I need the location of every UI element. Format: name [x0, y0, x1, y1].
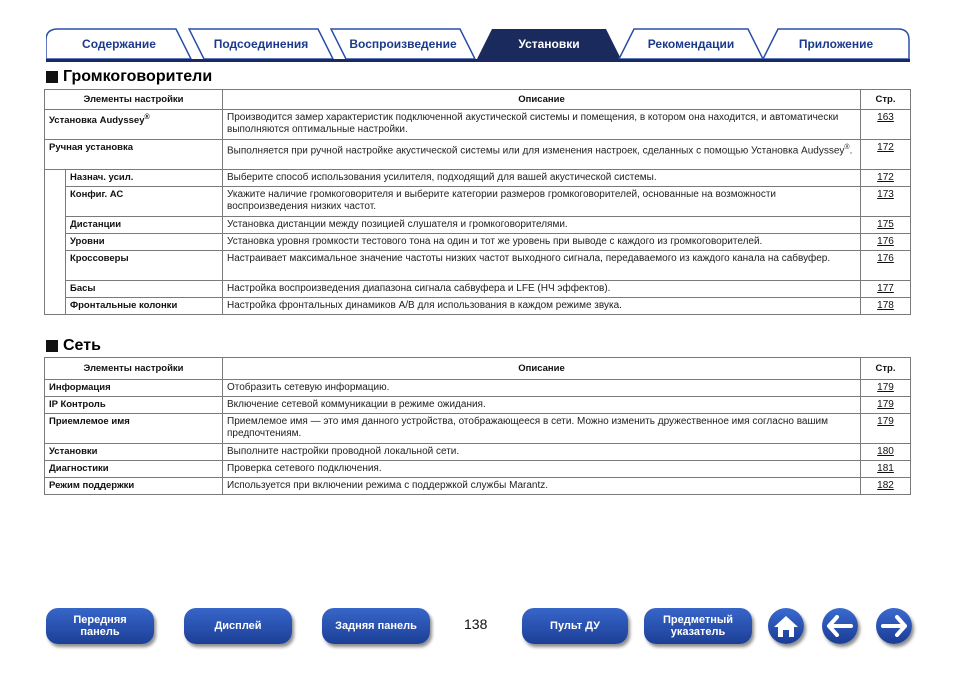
page-link[interactable]: 163: [877, 112, 894, 123]
tab-label: Приложение: [798, 36, 874, 51]
page-link[interactable]: 172: [877, 172, 894, 183]
page-link[interactable]: 179: [877, 382, 894, 393]
row-item: Диагностики: [45, 461, 223, 478]
page-link[interactable]: 179: [877, 416, 894, 427]
row-item: Назнач. усил.: [66, 170, 223, 187]
row-desc: Выберите способ использования усилителя, подходящий для вашей акустической системы.: [223, 170, 861, 187]
table-row: [45, 234, 911, 251]
header-desc: Описание: [223, 358, 861, 380]
table-header-row: [45, 358, 911, 380]
row-page: [861, 380, 911, 397]
row-page: [861, 397, 911, 414]
table-row: [45, 251, 911, 281]
page-link[interactable]: 177: [877, 283, 894, 294]
tab-label: Подсоединения: [213, 36, 309, 51]
arrow-right-icon: [881, 615, 907, 637]
section-title-text: Громкоговорители: [63, 68, 213, 85]
registered-mark: ®: [844, 144, 850, 151]
speakers-table: [44, 89, 911, 315]
tab-settings[interactable]: [476, 28, 622, 59]
table-row: [45, 110, 911, 140]
section-title-speakers: [46, 68, 212, 86]
row-item: Уровни: [66, 234, 223, 251]
page-link[interactable]: 181: [877, 463, 894, 474]
row-desc: Включение сетевой коммуникации в режиме ожидания.: [223, 397, 861, 414]
page-link[interactable]: 176: [877, 253, 894, 264]
row-page: [861, 251, 911, 281]
back-button[interactable]: [822, 608, 858, 644]
table-row: [45, 478, 911, 495]
header-page: Стр.: [861, 90, 911, 110]
page-link[interactable]: 179: [877, 399, 894, 410]
row-item: Конфиг. АС: [66, 187, 223, 217]
indent-cell: [45, 298, 66, 315]
row-desc: Укажите наличие громкоговорителя и выберите категории размеров громкоговорителей, основанные на возможности воспроизведения низких частот.: [223, 187, 861, 217]
row-desc: Производится замер характеристик подключенной акустической системы и помещения, в котором она находится, и автоматически выполняются оптимальные настройки.: [223, 110, 861, 140]
table-row: [45, 140, 911, 170]
row-page: [861, 461, 911, 478]
square-bullet-icon: [46, 340, 58, 352]
button-label: Предметный указатель: [662, 614, 734, 638]
row-page: [861, 110, 911, 140]
button-label: Задняя панель: [335, 620, 417, 632]
table-row: [45, 444, 911, 461]
table-row: [45, 187, 911, 217]
row-item: Установки: [45, 444, 223, 461]
header-desc: Описание: [223, 90, 861, 110]
indent-cell: [45, 170, 66, 187]
rear-panel-button[interactable]: [322, 608, 430, 644]
index-button[interactable]: [644, 608, 752, 644]
header-page: Стр.: [861, 358, 911, 380]
row-item: IP Контроль: [45, 397, 223, 414]
forward-button[interactable]: [876, 608, 912, 644]
desc-end: .: [849, 145, 853, 157]
row-desc: Настройка воспроизведения диапазона сигнала сабвуфера и LFE (НЧ эффектов).: [223, 281, 861, 298]
table-row: [45, 281, 911, 298]
row-desc: Используется при включении режима с поддержкой службы Marantz.: [223, 478, 861, 495]
button-label: Дисплей: [214, 620, 262, 632]
table-row: [45, 461, 911, 478]
tab-playback[interactable]: [330, 28, 476, 59]
row-page: [861, 444, 911, 461]
row-desc: [223, 140, 861, 170]
row-desc: Приемлемое имя — это имя данного устройства, отображающееся в сети. Можно изменить дружественное имя согласно вашим предпочтениям.: [223, 414, 861, 444]
tab-contents[interactable]: [46, 28, 192, 59]
network-table: [44, 357, 911, 495]
button-label: Пульт ДУ: [550, 620, 600, 632]
table-row: [45, 380, 911, 397]
square-bullet-icon: [46, 71, 58, 83]
row-page: [861, 140, 911, 170]
page-link[interactable]: 172: [877, 142, 894, 153]
indent-cell: [45, 234, 66, 251]
indent-cell: [45, 187, 66, 217]
row-desc: Настройка фронтальных динамиков A/B для использования в каждом режиме звука.: [223, 298, 861, 315]
row-item: Информация: [45, 380, 223, 397]
tab-label: Содержание: [82, 36, 156, 51]
row-page: [861, 234, 911, 251]
tab-label: Установки: [518, 36, 580, 51]
tab-tips[interactable]: [618, 28, 764, 59]
row-desc: Установка уровня громкости тестового тона на один и тот же уровень при выводе с каждого из громкоговорителей.: [223, 234, 861, 251]
row-desc: Настраивает максимальное значение частоты низких частот выходного сигнала, передаваемого из каждого канала на сабвуфер.: [223, 251, 861, 281]
page-link[interactable]: 176: [877, 236, 894, 247]
row-desc: Отобразить сетевую информацию.: [223, 380, 861, 397]
tab-label: Воспроизведение: [349, 36, 457, 51]
header-item: Элементы настройки: [45, 358, 223, 380]
table-row: [45, 414, 911, 444]
tab-bar-baseline: [46, 59, 910, 62]
page-link[interactable]: 180: [877, 446, 894, 457]
table-row: [45, 170, 911, 187]
home-icon: [773, 614, 799, 638]
table-header-row: [45, 90, 911, 110]
display-button[interactable]: [184, 608, 292, 644]
row-desc: Установка дистанции между позицией слушателя и громкоговорителями.: [223, 217, 861, 234]
row-page: [861, 281, 911, 298]
indent-cell: [45, 217, 66, 234]
indent-cell: [45, 251, 66, 281]
remote-button[interactable]: [522, 608, 628, 644]
row-page: [861, 217, 911, 234]
row-item: Басы: [66, 281, 223, 298]
tab-label: Рекомендации: [647, 36, 735, 51]
row-page: [861, 170, 911, 187]
tab-appendix[interactable]: [762, 28, 910, 59]
indent-cell: [45, 281, 66, 298]
table-row: [45, 397, 911, 414]
row-page: [861, 414, 911, 444]
row-desc: Выполните настройки проводной локальной сети.: [223, 444, 861, 461]
page-number: 138: [464, 616, 488, 632]
button-label: Передняя панель: [73, 614, 127, 638]
row-item: [45, 110, 223, 140]
tab-bar: [46, 28, 910, 62]
row-page: [861, 187, 911, 217]
page-link[interactable]: 178: [877, 300, 894, 311]
home-button[interactable]: [768, 608, 804, 644]
arrow-left-icon: [827, 615, 853, 637]
registered-mark: ®: [144, 114, 150, 121]
page-link[interactable]: 182: [877, 480, 894, 491]
header-item: Элементы настройки: [45, 90, 223, 110]
page-link[interactable]: 173: [877, 189, 894, 200]
row-item: Кроссоверы: [66, 251, 223, 281]
front-panel-button[interactable]: [46, 608, 154, 644]
row-page: [861, 298, 911, 315]
tab-connections[interactable]: [188, 28, 334, 59]
row-item: Приемлемое имя: [45, 414, 223, 444]
row-item: Ручная установка: [45, 140, 223, 170]
page-link[interactable]: 175: [877, 219, 894, 230]
desc-text: Выполняется при ручной настройке акустической системы или для изменения настроек, сделанных с помощью Установка Audyssey: [227, 145, 845, 157]
section-title-network: [46, 337, 101, 355]
row-item: Дистанции: [66, 217, 223, 234]
item-text: Установка Audyssey: [49, 115, 145, 127]
row-page: [861, 478, 911, 495]
row-item: Фронтальные колонки: [66, 298, 223, 315]
section-title-text: Сеть: [63, 337, 101, 354]
row-desc: Проверка сетевого подключения.: [223, 461, 861, 478]
table-row: [45, 298, 911, 315]
table-row: [45, 217, 911, 234]
row-item: Режим поддержки: [45, 478, 223, 495]
